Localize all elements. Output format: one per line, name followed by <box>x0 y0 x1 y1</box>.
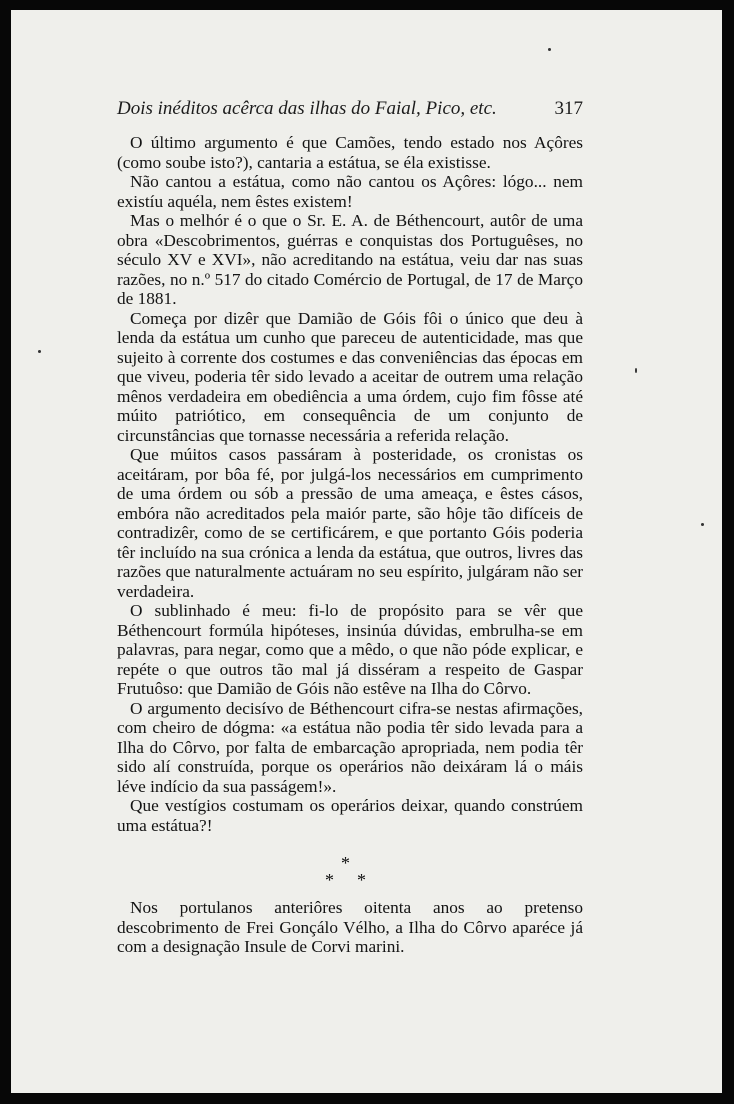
separator-star: * <box>341 853 350 873</box>
paragraph: Que vestígios costumam os operários deixar, quando constrúem uma estátua?! <box>117 796 583 835</box>
speck <box>635 368 637 373</box>
speck <box>38 350 41 353</box>
paragraph: O último argumento é que Camões, tendo estado nos Açôres (como soube isto?), cantaria a estátua, se éla existisse. <box>117 133 583 172</box>
closing-text <box>117 898 583 957</box>
section-separator <box>117 853 583 893</box>
paragraph: Mas o melhór é o que o Sr. E. A. de Béthencourt, autôr de uma obra «Descobrimentos, guérras e conquistas dos Portuguêses, no século XV e XVI», não acreditando na estátua, veiu dar nas suas razões, no n.º 517 do citado Comércio de Portugal, de 17 de Março de 1881. <box>117 211 583 308</box>
running-header <box>117 98 583 128</box>
main-text <box>117 133 583 835</box>
speck <box>701 523 704 526</box>
paragraph: Não cantou a estátua, como não cantou os Açôres: lógo... nem existíu aquéla, nem êstes existem! <box>117 172 583 211</box>
speck <box>548 48 551 51</box>
separator-star: * <box>325 870 334 890</box>
paragraph: Que múitos casos passáram à posteridade, os cronistas os aceitáram, por bôa fé, por julgá-los necessários em cumprimento de uma órdem ou sób a pressão de uma ameaça, e êstes cásos, embóra não acreditados pela maiór parte, são hôje tão difíceis de contradizêr, como de se certificárem, e que portanto Góis poderia têr incluído na sua crónica a lenda da estátua, que outros, livres das razões que naturalmente actuáram no seu espírito, julgáram não ser verdadeira. <box>117 445 583 601</box>
paragraph: Começa por dizêr que Damião de Góis fôi o único que deu à lenda da estátua um cunho que pareceu de autenticidade, mas que sujeito à corrente dos costumes e das conveniências das épocas em que viveu, poderia têr sido levado a aceitar de outrem uma relação mênos verdadeira em obediência a uma órdem, cujo fim fôsse até múito patriótico, em consequência de um conjunto de circunstâncias que tornasse necessária a referida relação. <box>117 308 583 445</box>
paragraph: O sublinhado é meu: fi-lo de propósito para se vêr que Béthencourt formúla hipóteses, insinúa dúvidas, embrulha-se em palavras, para negar, como que a mêdo, o que não póde explicar, e repéte o que outros tão mal já disséram a respeito de Gaspar Frutuôso: que Damião de Góis não estêve na Ilha do Côrvo. <box>117 601 583 698</box>
paragraph: O argumento decisívo de Béthencourt cifra-se nestas afirmações, com cheiro de dógma: «a estátua não podia têr sido levada para a Ilha do Côrvo, por falta de embarcação apropriada, nem podia têr sido alí construída, porque os operários não deixáram lá o máis léve indício da sua passágem!». <box>117 698 583 796</box>
book-page <box>11 10 722 1093</box>
separator-star: * <box>357 870 366 890</box>
page-number: 317 <box>554 98 583 119</box>
running-title: Dois inéditos acêrca das ilhas do Faial, Pico, etc. <box>117 98 497 119</box>
paragraph: Nos portulanos anteriôres oitenta anos ao pretenso descobrimento de Frei Gonçálo Vélho, a Ilha do Côrvo aparéce já com a designação Insule de Corvi marini. <box>117 898 583 956</box>
